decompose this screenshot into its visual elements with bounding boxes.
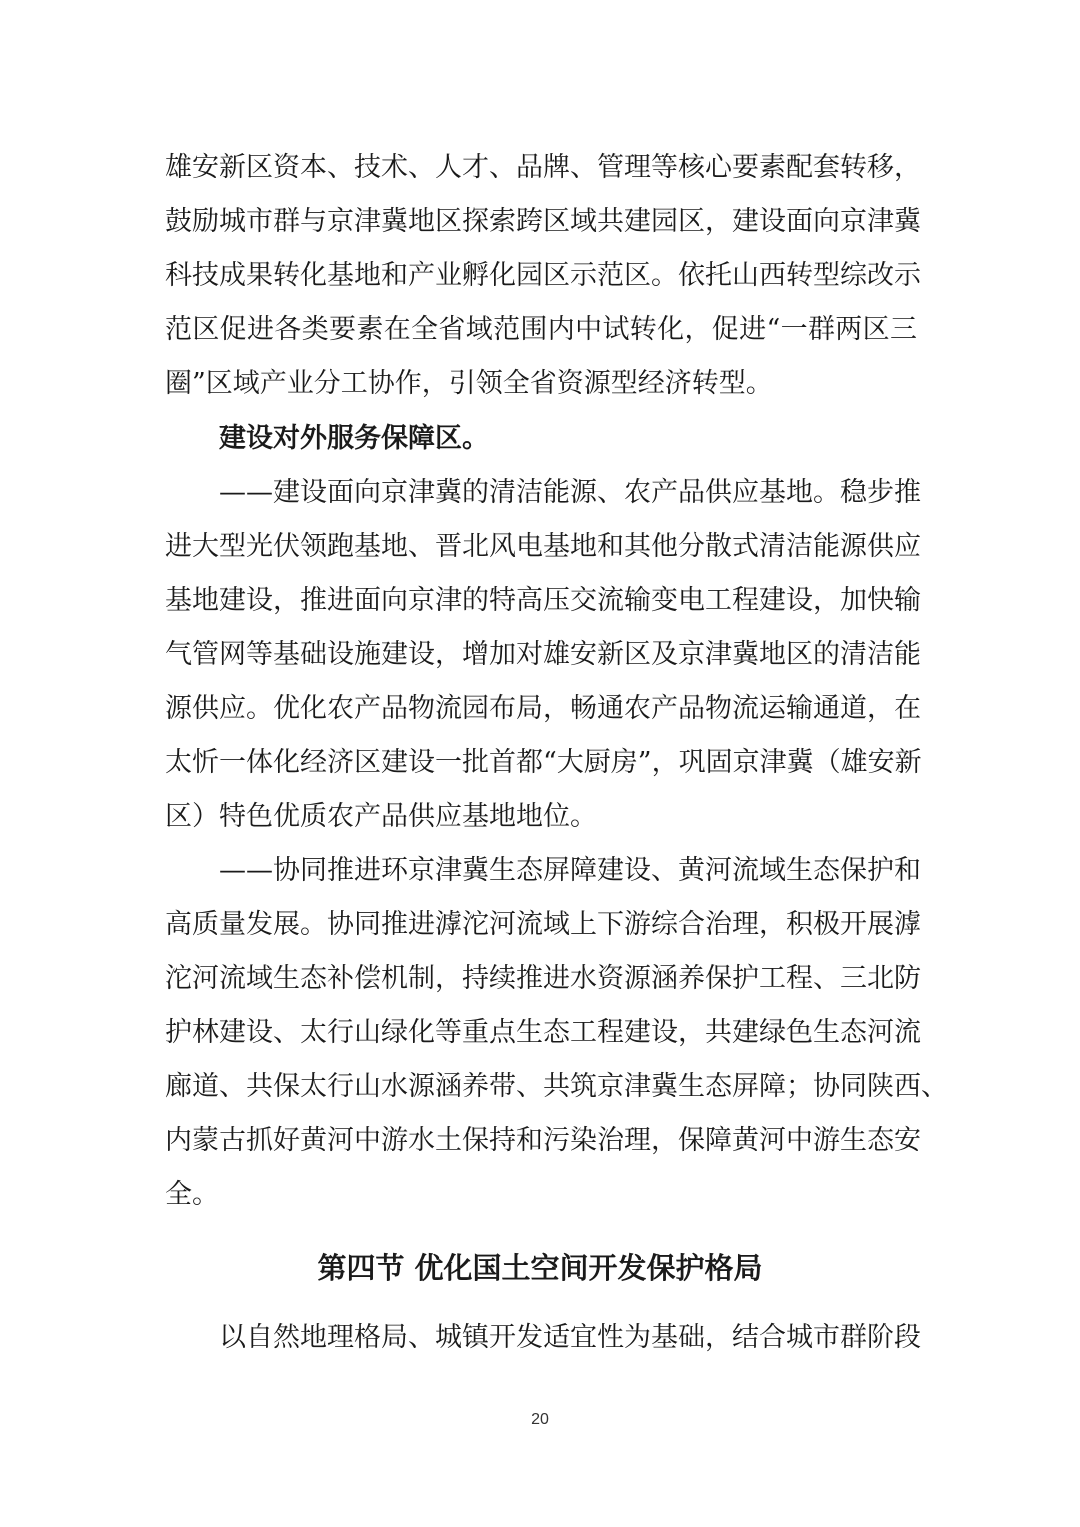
paragraph-line: ——建设面向京津冀的清洁能源、农产品供应基地。稳步推 [219, 477, 921, 508]
paragraph-line: 气管网等基础设施建设，增加对雄安新区及京津冀地区的清洁能 [165, 639, 921, 670]
paragraph-line: ——协同推进环京津冀生态屏障建设、黄河流域生态保护和 [219, 855, 921, 886]
paragraph-line: 范区促进各类要素在全省域范围内中试转化，促进“一群两区三 [165, 314, 917, 345]
subheading: 建设对外服务保障区。 [219, 423, 489, 454]
paragraph-line: 太忻一体化经济区建设一批首都“大厨房”，巩固京津冀（雄安新 [165, 747, 922, 778]
paragraph-line: 廊道、共保太行山水源涵养带、共筑京津冀生态屏障；协同陕西、 [165, 1071, 948, 1102]
paragraph-line: 源供应。优化农产品物流园布局，畅通农产品物流运输通道，在 [165, 693, 921, 724]
section-heading: 第四节 优化国土空间开发保护格局 [317, 1251, 763, 1285]
paragraph-line: 基地建设，推进面向京津的特高压交流输变电工程建设，加快输 [165, 585, 921, 616]
paragraph-line: 全。 [165, 1179, 219, 1210]
paragraph-line: 以自然地理格局、城镇开发适宜性为基础，结合城市群阶段 [219, 1322, 921, 1353]
paragraph-line: 沱河流域生态补偿机制，持续推进水资源涵养保护工程、三北防 [165, 963, 921, 994]
paragraph-line: 鼓励城市群与京津冀地区探索跨区域共建园区，建设面向京津冀 [165, 206, 921, 237]
paragraph-line: 内蒙古抓好黄河中游水土保持和污染治理，保障黄河中游生态安 [165, 1125, 921, 1156]
paragraph-line: 护林建设、太行山绿化等重点生态工程建设，共建绿色生态河流 [165, 1017, 921, 1048]
page-number: 20 [531, 1411, 549, 1428]
paragraph-line: 科技成果转化基地和产业孵化园区示范区。依托山西转型综改示 [165, 260, 921, 291]
paragraph-line: 圈”区域产业分工协作，引领全省资源型经济转型。 [165, 368, 773, 399]
paragraph-line: 高质量发展。协同推进滹沱河流域上下游综合治理，积极开展滹 [165, 909, 921, 940]
paragraph-line: 进大型光伏领跑基地、晋北风电基地和其他分散式清洁能源供应 [165, 531, 921, 562]
paragraph-line: 雄安新区资本、技术、人才、品牌、管理等核心要素配套转移， [165, 152, 921, 183]
paragraph-line: 区）特色优质农产品供应基地地位。 [165, 801, 597, 832]
